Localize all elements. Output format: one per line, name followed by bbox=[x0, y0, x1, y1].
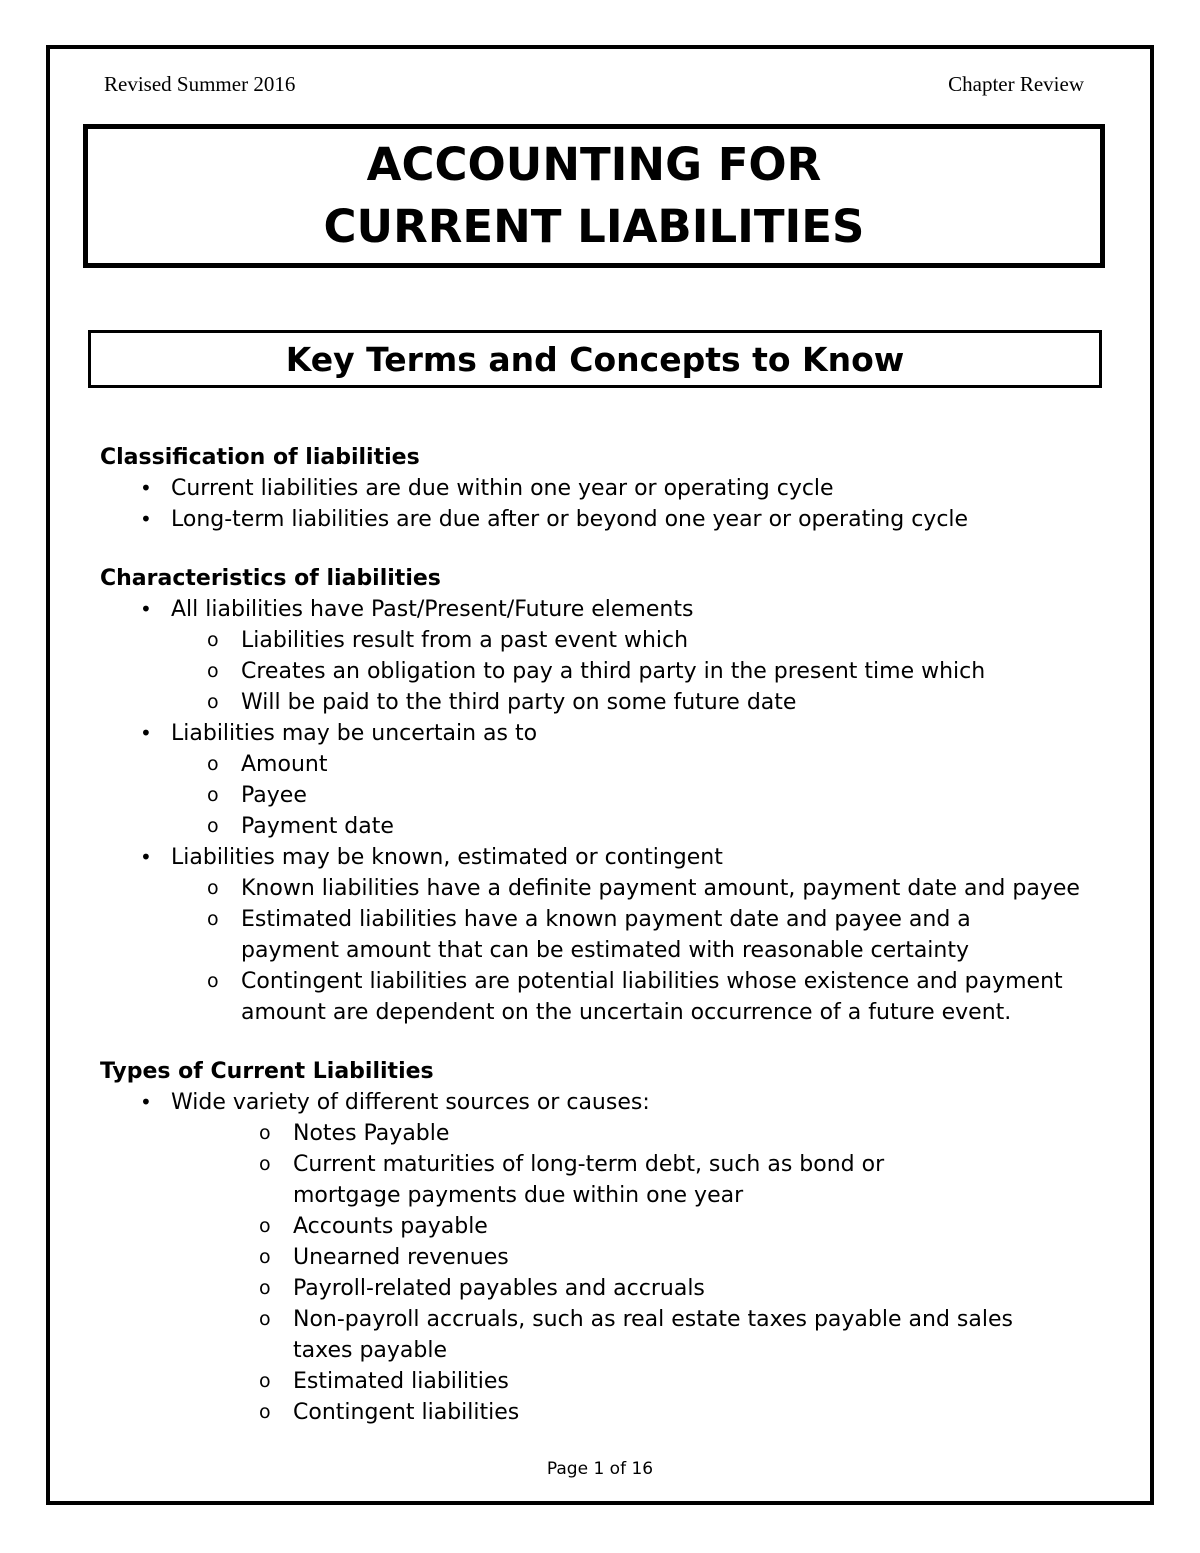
sub-list-item bbox=[100, 1242, 1110, 1273]
sub-list-item-text: Notes Payable bbox=[293, 1121, 450, 1146]
sub-list-item-text: Liabilities result from a past event which bbox=[241, 628, 689, 653]
sub-list-item bbox=[100, 625, 1110, 656]
sub-bullet-marker: o bbox=[207, 691, 219, 713]
title-box bbox=[83, 124, 1105, 268]
sub-list-item-text: Estimated liabilities bbox=[293, 1369, 509, 1394]
sub-bullet-marker: o bbox=[207, 908, 219, 930]
sub-list-item bbox=[100, 1397, 1110, 1428]
sub-list-item-text: Payment date bbox=[241, 814, 394, 839]
sub-list-item-text: Current maturities of long-term debt, such as bond or bbox=[293, 1152, 885, 1177]
sub-list-item bbox=[100, 873, 1110, 904]
title-line-1: ACCOUNTING FOR bbox=[366, 138, 822, 191]
sub-list-item-text: Payroll-related payables and accruals bbox=[293, 1276, 705, 1301]
sub-list-item-text: Accounts payable bbox=[293, 1214, 488, 1239]
sub-list-item-continuation bbox=[100, 1180, 1110, 1211]
sub-bullet-marker: o bbox=[207, 660, 219, 682]
sub-bullet-marker: o bbox=[259, 1153, 271, 1175]
list-item-text: Liabilities may be uncertain as to bbox=[171, 721, 538, 746]
sub-list-item bbox=[100, 1149, 1110, 1180]
classification-heading: Classification of liabilities bbox=[100, 445, 420, 470]
list-item bbox=[100, 473, 1110, 504]
sub-list-item-text: amount are dependent on the uncertain occurrence of a future event. bbox=[241, 1000, 1012, 1025]
sub-list-item bbox=[100, 749, 1110, 780]
section-title: Key Terms and Concepts to Know bbox=[285, 339, 905, 379]
list-item bbox=[100, 504, 1110, 535]
bullet-marker: • bbox=[140, 1090, 152, 1114]
sub-bullet-marker: o bbox=[259, 1277, 271, 1299]
sub-list-item bbox=[100, 1118, 1110, 1149]
sub-bullet-marker: o bbox=[259, 1401, 271, 1423]
sub-list-item bbox=[100, 687, 1110, 718]
section-title-box bbox=[88, 330, 1102, 388]
sub-bullet-marker: o bbox=[259, 1246, 271, 1268]
sub-list-item-text: Known liabilities have a definite payment amount, payment date and payee bbox=[241, 876, 1080, 901]
sub-list-item-text: payment amount that can be estimated with reasonable certainty bbox=[241, 938, 969, 963]
sub-bullet-marker: o bbox=[259, 1308, 271, 1330]
sub-bullet-marker: o bbox=[207, 784, 219, 806]
characteristics-heading: Characteristics of liabilities bbox=[100, 566, 441, 591]
list-item-text: Wide variety of different sources or causes: bbox=[171, 1090, 650, 1115]
header-chapter-review: Chapter Review bbox=[948, 72, 1084, 96]
list-item-text: Current liabilities are due within one year or operating cycle bbox=[171, 476, 834, 501]
sub-list-item bbox=[100, 811, 1110, 842]
sub-bullet-marker: o bbox=[259, 1215, 271, 1237]
list-item-text: All liabilities have Past/Present/Future elements bbox=[171, 597, 694, 622]
sub-list-item-text: Amount bbox=[241, 752, 328, 777]
page-number: Page 1 of 16 bbox=[546, 1459, 654, 1479]
sub-bullet-marker: o bbox=[259, 1370, 271, 1392]
bullet-marker: • bbox=[140, 476, 152, 500]
sub-list-item bbox=[100, 1304, 1110, 1335]
sub-list-item-text: Estimated liabilities have a known payment date and payee and a bbox=[241, 907, 971, 932]
sub-list-item bbox=[100, 656, 1110, 687]
bullet-marker: • bbox=[140, 507, 152, 531]
sub-list-item-text: Contingent liabilities are potential liabilities whose existence and payment bbox=[241, 969, 1063, 994]
sub-list-item-continuation bbox=[100, 935, 1110, 966]
sub-list-item-text: Non-payroll accruals, such as real estate taxes payable and sales bbox=[293, 1307, 1013, 1332]
sub-list-item-text: mortgage payments due within one year bbox=[293, 1183, 744, 1208]
sub-list-item-continuation bbox=[100, 997, 1110, 1028]
list-item bbox=[100, 594, 1110, 625]
list-item bbox=[100, 842, 1110, 873]
sub-list-item bbox=[100, 966, 1110, 997]
sub-list-item-text: Unearned revenues bbox=[293, 1245, 509, 1270]
sub-list-item-text: Will be paid to the third party on some future date bbox=[241, 690, 797, 715]
list-item-text: Liabilities may be known, estimated or contingent bbox=[171, 845, 723, 870]
sub-bullet-marker: o bbox=[259, 1122, 271, 1144]
sub-list-item-continuation bbox=[100, 1335, 1110, 1366]
list-item bbox=[100, 1087, 1110, 1118]
list-item-text: Long-term liabilities are due after or beyond one year or operating cycle bbox=[171, 507, 969, 532]
sub-list-item bbox=[100, 904, 1110, 935]
title-line-2: CURRENT LIABILITIES bbox=[323, 200, 865, 253]
sub-bullet-marker: o bbox=[207, 753, 219, 775]
sub-list-item bbox=[100, 1211, 1110, 1242]
header-revision-date: Revised Summer 2016 bbox=[104, 72, 296, 96]
sub-list-item-text: Creates an obligation to pay a third party in the present time which bbox=[241, 659, 986, 684]
sub-list-item bbox=[100, 780, 1110, 811]
sub-bullet-marker: o bbox=[207, 970, 219, 992]
sub-list-item-text: Payee bbox=[241, 783, 307, 808]
sub-list-item-text: Contingent liabilities bbox=[293, 1400, 520, 1425]
sub-list-item bbox=[100, 1273, 1110, 1304]
list-item bbox=[100, 718, 1110, 749]
sub-list-item bbox=[100, 1366, 1110, 1397]
types-heading: Types of Current Liabilities bbox=[100, 1059, 434, 1084]
sub-bullet-marker: o bbox=[207, 815, 219, 837]
bullet-marker: • bbox=[140, 721, 152, 745]
bullet-marker: • bbox=[140, 845, 152, 869]
sub-bullet-marker: o bbox=[207, 629, 219, 651]
sub-bullet-marker: o bbox=[207, 877, 219, 899]
bullet-marker: • bbox=[140, 597, 152, 621]
sub-list-item-text: taxes payable bbox=[293, 1338, 447, 1363]
content-body bbox=[100, 442, 1110, 1428]
